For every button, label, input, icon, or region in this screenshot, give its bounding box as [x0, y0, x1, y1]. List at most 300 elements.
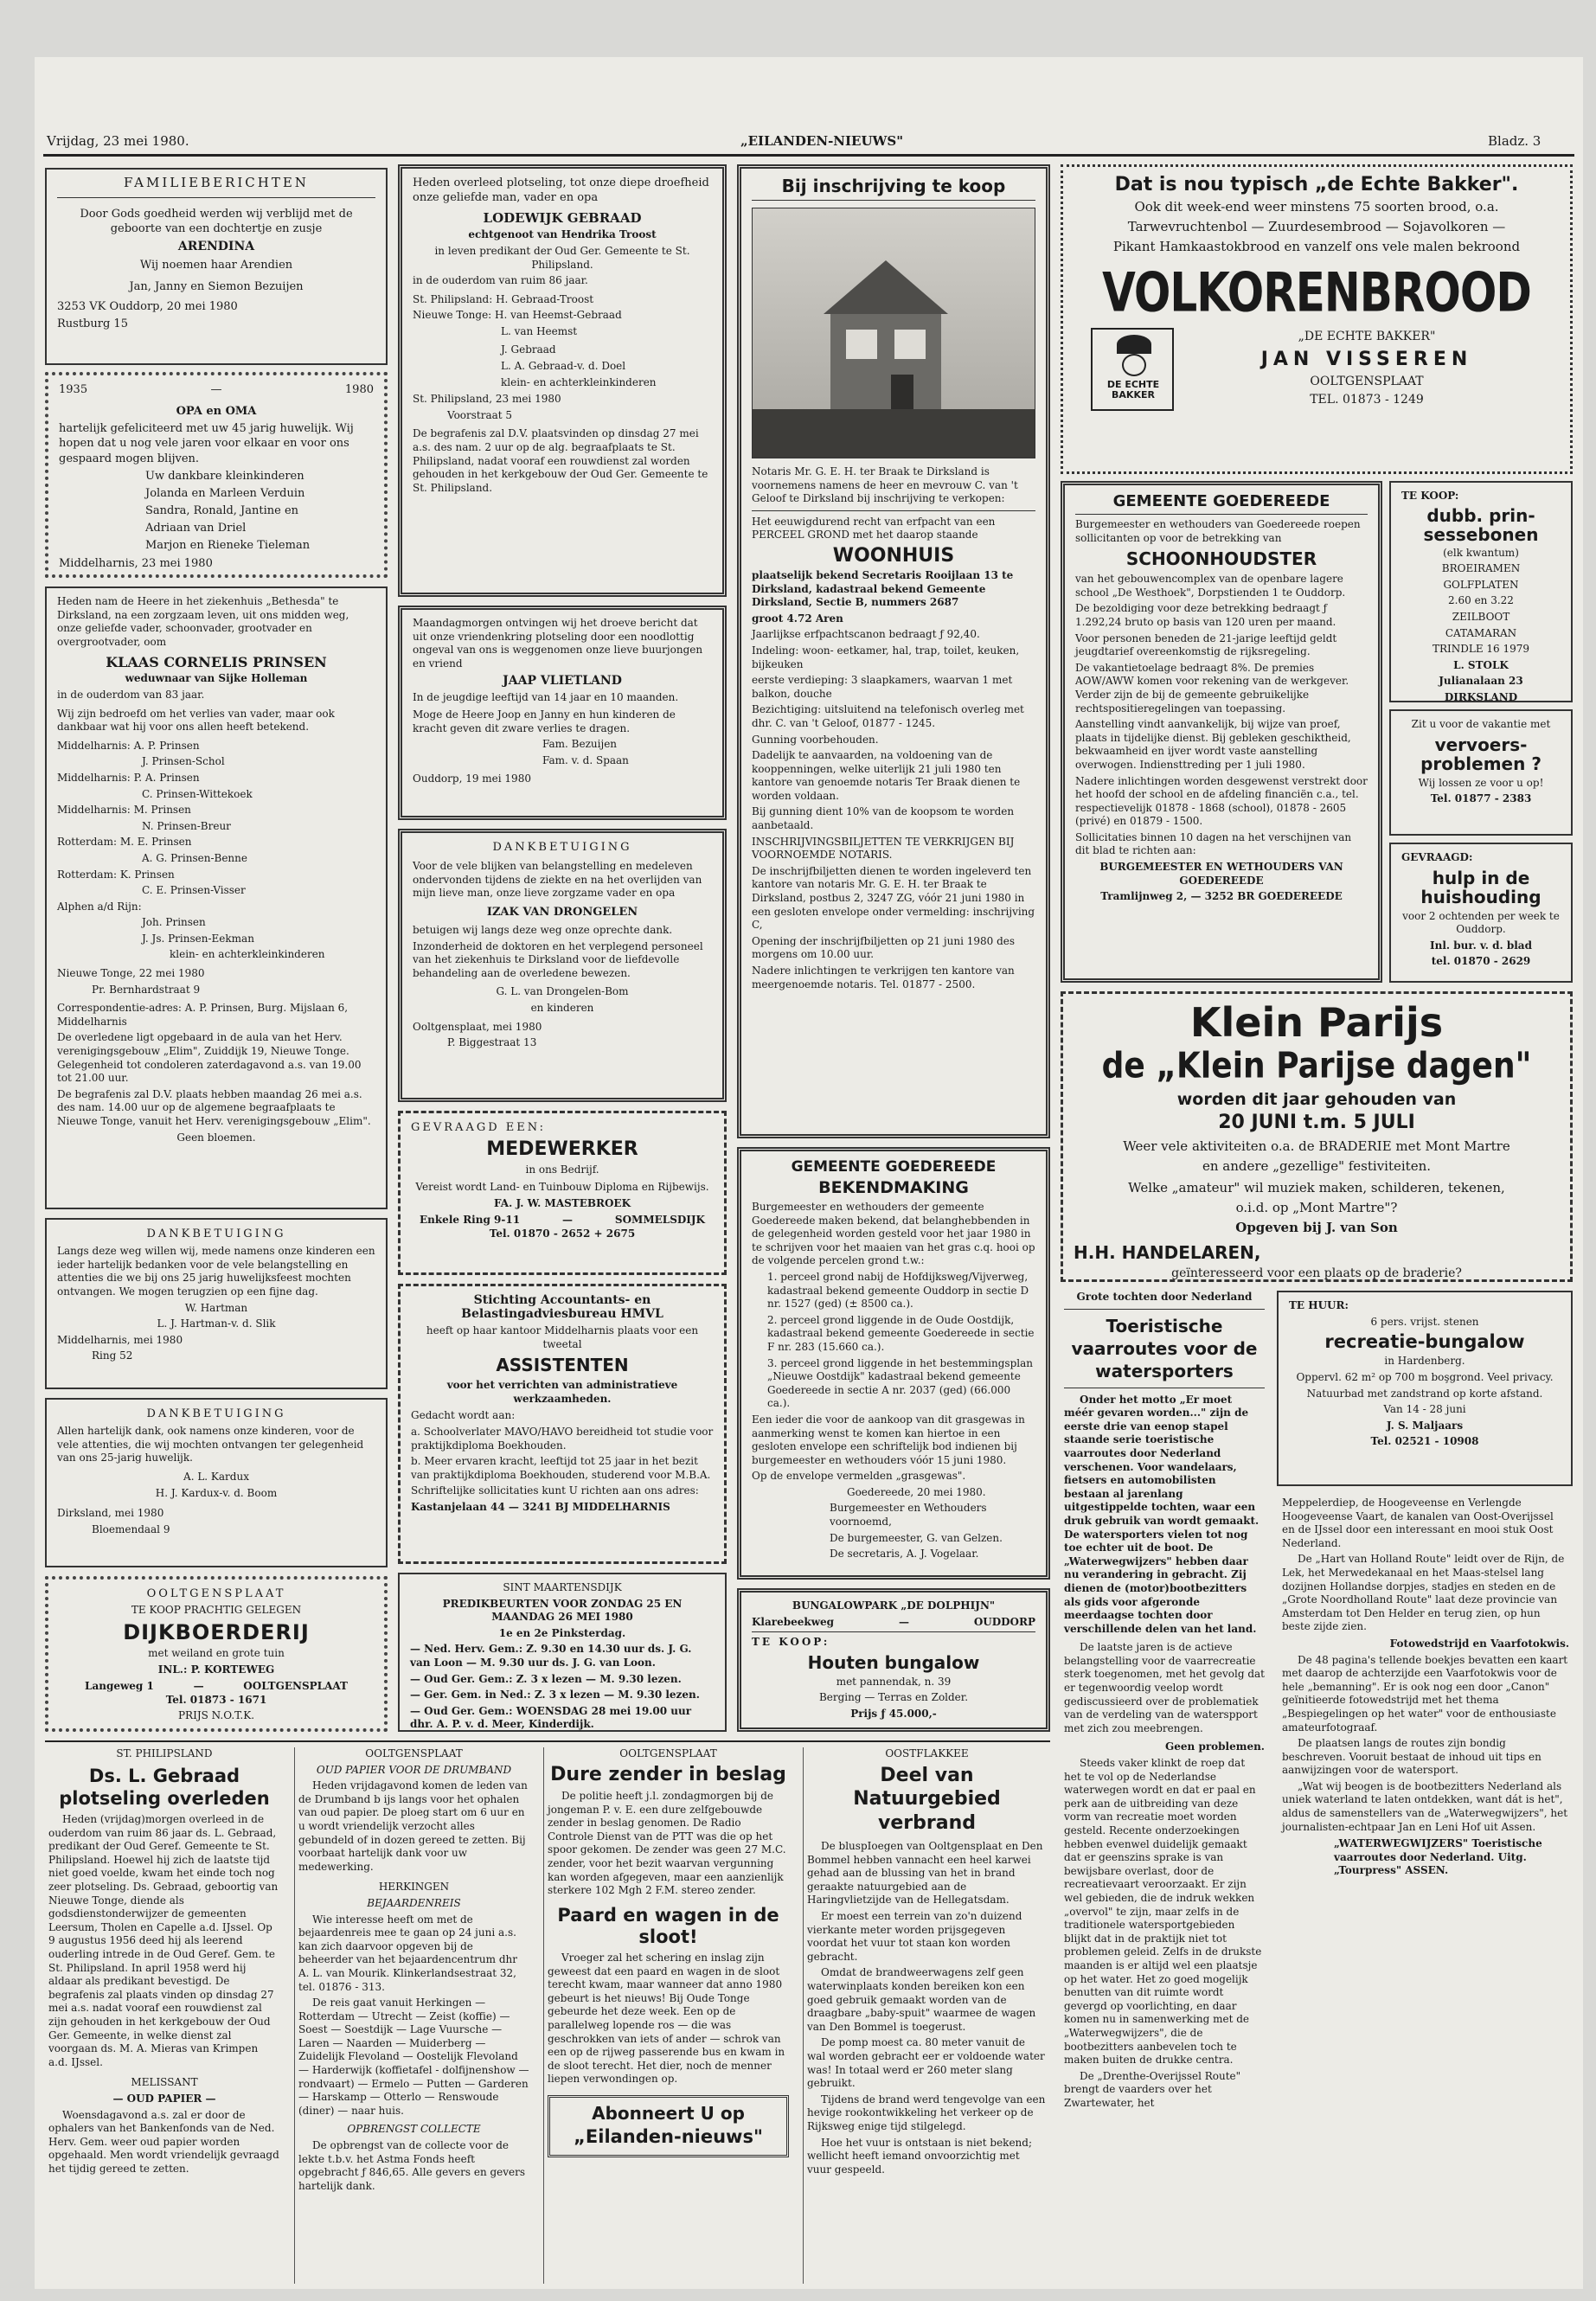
news-natuurgebied: [803, 1747, 1050, 2284]
dijkboerderij-ad: [45, 1576, 388, 1732]
ad-subheadline: de „Klein Parijse dagen": [1101, 1045, 1532, 1086]
ad-text: De vakantietoelage bedraagt 8%. De premies AOW/AWW komen voor rekening van de werkgever. Verder zijn de bij de gemeente gebruikelijke rechtspositieregelingen van toepassing.: [1075, 661, 1349, 715]
ad-text: Burgemeester en wethouders der gemeente Goedereede maken bekend, dat belanghebbenden in de gelegenheid worden gesteld voor het jaar 1980 in te schrijven voor het maaien van het gras c.q. hooi op de volgende percelen grond t.w.:: [752, 1201, 1035, 1267]
ad-kicker: TE KOOP:: [1401, 490, 1459, 502]
ad-item: GOLFPLATEN: [1443, 578, 1519, 591]
opa-oma-date: Middelharnis, 23 mei 1980: [59, 556, 213, 570]
drongelen-dankbetuiging: [398, 829, 727, 1102]
ad-town: SOMMELSDIJK: [614, 1213, 705, 1226]
article-body: De laatste jaren is de actieve belangstelling voor de vaarrecreatie sterk toegenomen, met het gevolg dat er tegenwoordig veelop wordt gediscussieerd over de problematiek van de verdeling van de waterspport met zich zou meebrengen.: [1064, 1641, 1265, 1734]
article-headline: Dure zender in beslag: [550, 1763, 786, 1785]
family-member: Rotterdam: K. Prinsen: [57, 868, 175, 881]
ad-text: Oppervl. 62 m² op 700 m boşgrond. Veel privacy.: [1296, 1370, 1554, 1383]
ad-phone: tel. 01870 - 2629: [1431, 955, 1531, 968]
ad-contact: Opgeven bij J. van Son: [1235, 1219, 1398, 1235]
article-headline: Toeristische vaarroutes voor de watersporters: [1071, 1315, 1258, 1381]
birth-text: Door Gods goedheid werden wij verblijd met de geboorte van een dochtertje en zusje: [80, 207, 353, 235]
dank-place: Dirksland, mei 1980: [57, 1507, 164, 1520]
family-member: J. Prinsen-Schol: [142, 755, 225, 768]
ad-option: a. Schoolverlater MAVO/HAVO bereidheid tot studie voor praktijkdiploma Boekhouden.: [411, 1425, 714, 1452]
ad-address: Kastanjelaan 44 — 3241 BJ MIDDELHARNIS: [411, 1500, 670, 1513]
ad-address: Tramlijnweg 2, — 3252 BR GOEDEREEDE: [1100, 890, 1343, 903]
bottom-section-rule: [45, 1740, 1050, 1742]
year-dash: —: [210, 383, 222, 396]
obituary-funeral: De begrafenis zal D.V. plaats hebben maandag 26 mei a.s. des nam. 14.00 uur op de algemene begraafplaats te Nieuwe Tonge, vanuit het Herv. verenigingsgebouw „Elim".: [57, 1087, 371, 1127]
tourism-article: [1061, 1291, 1268, 2284]
dolphijn-ad: [737, 1588, 1050, 1732]
article-headline: Paard en wagen in de sloot!: [557, 1904, 779, 1947]
ad-town: DIRKSLAND: [1444, 690, 1518, 702]
ad-dash: —: [898, 1615, 909, 1628]
ad-text: Sollicitaties binnen 10 dagen na het verschijnen van dit blad te richten aan:: [1075, 830, 1352, 857]
ad-kicker: GEVRAAGD:: [1401, 851, 1473, 863]
opa-oma-box: [45, 372, 388, 578]
church-heading: PREDIKBEURTEN VOOR ZONDAG 25 EN MAANDAG 26 MEI 1980: [442, 1597, 683, 1624]
ad-headline: vervoers-problemen ?: [1420, 734, 1542, 774]
ad-intro: Notaris Mr. G. E. H. ter Braak te Dirksland is voornemens namens de heer en mevrouw C. van 't Geloof te Dirksland bij inschrijving te verkopen:: [752, 465, 1018, 505]
ad-item: TRINDLE 16 1979: [1432, 643, 1530, 656]
ad-text: worden dit jaar gehouden van: [1176, 1089, 1457, 1109]
article-kicker: OOLTGENSPLAAT: [619, 1747, 717, 1759]
header-rule: [43, 154, 1574, 157]
ad-option: b. Meer ervaren kracht, leeftijd tot 25 jaar in het bezit van praktijkdiploma Boekhouden, studerend voor M.B.A.: [411, 1455, 711, 1481]
ad-big-word: VOLKORENBROOD: [1102, 261, 1531, 324]
notice-age: In de jeugdige leeftijd van 14 jaar en 10 maanden.: [413, 691, 679, 704]
grandchildren-line: Adriaan van Driel: [145, 522, 247, 535]
article-body: Woensdagavond a.s. zal er door de ophalers van het Bankenfonds van de Ned. Herv. Gem. weer oud papier worden opgehaald. Men wordt vriendelijk gevraagd het tijdig gereed te zetten.: [48, 2108, 279, 2175]
birth-street: Rustburg 15: [57, 317, 128, 331]
grandchildren-line: Sandra, Ronald, Jantine en: [145, 504, 299, 518]
dank-title: DANKBETUIGING: [146, 1407, 286, 1420]
ad-town: OOLTGENSPLAAT: [1310, 374, 1424, 388]
ad-town: OUDDORP: [973, 1615, 1035, 1628]
ad-company: FA. J. W. MASTEBROEK: [493, 1197, 631, 1210]
ad-intro: heeft op haar kantoor Middelharnis plaats voor een tweetal: [426, 1324, 699, 1350]
ad-street: Langeweg 1: [85, 1679, 154, 1692]
obituary-laid-out: De overledene ligt opgebaard in de aula van het Herv. verenigingsgebouw „Elim", Zuiddijk 19, Nieuwe Tonge. Gelegenheid tot condoleren zaterdagavond a.s. van 19.00 tot 21.00 uur.: [57, 1031, 362, 1085]
obituary-correspondence: Correspondentie-adres: A. P. Prinsen, Burg. Mijslaan 6, Middelharnis: [57, 1002, 349, 1028]
ad-text: voor 2 ochtenden per week te Ouddorp.: [1402, 909, 1560, 936]
ad-text: Berging — Terras en Zolder.: [818, 1691, 969, 1704]
anniversary-years: [59, 382, 374, 397]
ad-subheadline: WOONHUIS: [832, 544, 955, 567]
church-service: — Ger. Gem. in Ned.: Z. 3 x lezen — M. 9.30 lezen.: [410, 1689, 700, 1702]
ad-phone: Tel. 01870 - 2652 + 2675: [489, 1227, 636, 1240]
article-body: De „Hart van Holland Route" leidt over de Rijn, de Lek, het Merwedekanaal en het Maas-stelsel lang dozijnen Hollandse dorpjes, stadjes en steden en de „Grote Noordholland Route" laat deze provincie van Amsterdam tot Den Helder en terug zien, op hun beste zijde zien.: [1282, 1553, 1565, 1633]
ad-viewing: Bezichtiging: uitsluitend na telefonisch overleg met dhr. C. van 't Geloof, 01877 - 1245.: [752, 703, 1024, 729]
ad-owner: JAN VISSEREN: [1260, 348, 1473, 370]
dank-signature: G. L. van Drongelen-Bom: [496, 985, 629, 998]
ad-text: Dadelijk te aanvaarden, na voldoening van de kooppenningen, welke uiterlijk 21 juli 1980 ten kantore van genoemde notaris Ter Braak dienen te worden voldaan.: [752, 749, 1021, 802]
ad-kicker: TE KOOP:: [752, 1636, 830, 1649]
dank-street: P. Biggestraat 13: [447, 1036, 537, 1049]
family-member: A. G. Prinsen-Benne: [142, 851, 247, 864]
dankbetuiging-hartman: [45, 1218, 388, 1389]
church-service: — Oud Ger. Gem.: Z. 3 x lezen — M. 9.30 lezen.: [410, 1672, 682, 1685]
ad-text: 6 pers. vrijst. stenen: [1370, 1315, 1479, 1328]
family-member: J. Gebraad: [501, 343, 556, 356]
ad-kicker: TE HUUR:: [1289, 1299, 1349, 1311]
grandchildren-line: Jolanda en Marleen Verduin: [145, 486, 305, 500]
routes-article: [1279, 1497, 1573, 2284]
family-member: J. Js. Prinsen-Eekman: [142, 932, 254, 945]
family-member: C. E. Prinsen-Visser: [142, 884, 246, 897]
grandchildren-line: Marjon en Rieneke Tieleman: [145, 539, 311, 553]
article-headline: OUD PAPIER VOOR DE DRUMBAND: [316, 1763, 512, 1776]
notice-name: JAAP VLIETLAND: [503, 674, 622, 689]
obituary-function: in leven predikant der Oud Ger. Gemeente te St. Philipsland.: [434, 244, 690, 271]
ad-item: CATAMARAN: [1445, 626, 1517, 639]
dank-signature: H. J. Kardux-v. d. Boom: [155, 1486, 278, 1499]
huishouding-ad: [1389, 843, 1573, 983]
ad-text: (elk kwantum): [1443, 546, 1519, 559]
ad-text: Wij lossen ze voor u op!: [1418, 776, 1544, 789]
church-service: — Oud Ger. Gem.: WOENSDAG 28 mei 19.00 uur dhr. A. P. v. d. Meer, Kinderdijk.: [410, 1704, 692, 1731]
dank-text: Langs deze weg willen wij, mede namens onze kinderen een ieder hartelijk bedanken voor de vele belangstelling en attenties die we bij ons 25 jarig huwelijksfeest mochten ontvangen. We mogen terugzien op een fijne dag.: [57, 1245, 375, 1298]
dank-signature: en kinderen: [530, 1001, 594, 1014]
dank-text: betuigen wij langs deze weg onze oprechte dank.: [413, 923, 673, 936]
baker-hat: [1117, 335, 1151, 354]
article-kicker: OOLTGENSPLAAT: [365, 1747, 463, 1759]
article-body: De politie heeft j.l. zondagmorgen bij de jongeman P. v. E. een dure zelfgebouwde zender in beslag genomen. De Radio Controle Dienst van de PTT was die op het spoor gekomen. De zender was geen 27 M.C. zender, voor het bezit waarvan vergunning kan worden afgegeven, maar een aanzienlijk sterkere 102 Mgh 2 F.M. stereo zender.: [548, 1789, 786, 1897]
family-member: Rotterdam: M. E. Prinsen: [57, 836, 192, 849]
dank-street: Ring 52: [92, 1349, 133, 1362]
article-kicker: OOSTFLAKKEE: [885, 1747, 969, 1759]
article-body: Heden (vrijdag)morgen overleed in de ouderdom van ruim 86 jaar ds. L. Gebraad, predikant der Oud Geref. Gemeente te St. Philipsland. Hoewel hij zich de laatste tijd niet goed voelde, kwam het einde toch nog zeer plotseling. Ds. Gebraad, geboortig van Nieuwe Tonge, diende als godsdienstonderwijzer de gemeenten Leersum, Tholen en Capelle a.d. IJssel. Op 9 augustus 1956 deed hij als leerend ouderling intrede in de Oud Geref. Gem. te St. Philipsland. In april 1958 werd hij aldaar als predikant bevestigd. De begrafenis zal plaats vinden op dinsdag 27 mei a.s. nadat vooraf een rouwdienst zal zijn gehouden in het kerkgebouw der Oud Ger. Gemeente, in welke dienst zal voorgaan ds. M. A. Mieras van Krimpen a.d. IJssel.: [48, 1813, 279, 2068]
dank-text: Allen hartelijk dank, ook namens onze kinderen, voor de vele attenties, die wij mochten ontvangen ter gelegenheid van ons 25-jarig huwelijk.: [57, 1425, 364, 1465]
article-signature: „WATERWEGWIJZERS" Toeristische vaarroutes door Nederland. Uitg. „Tourpress" ASSEN.: [1334, 1837, 1542, 1877]
ad-text: Welke „amateur" wil muziek maken, schilderen, tekenen,: [1128, 1180, 1505, 1196]
article-headline: — OUD PAPIER —: [112, 2092, 216, 2105]
ad-text: Weer vele aktiviteiten o.a. de BRADERIE met Mont Martre: [1123, 1138, 1510, 1154]
ad-municipality: GEMEENTE GOEDEREEDE: [1075, 492, 1368, 515]
ad-text: Opening der inschrijfbiljetten op 21 juni 1980 des morgens om 10.00 uur.: [752, 934, 1016, 961]
article-body: Tijdens de brand werd tengevolge van een hevige rookontwikkeling het verkeer op de Rijksweg enige tijd stilgelegd.: [807, 2093, 1046, 2132]
ad-contact: J. S. Maljaars: [1386, 1419, 1464, 1432]
ad-text: met pannendak, n. 39: [836, 1675, 952, 1688]
ad-text: De inschrijfbiljetten dienen te worden ingeleverd ten kantore van notaris Mr. G. E. H. ter Braak te Dirksland, postbus 2, 3247 ZG, vóór 21 juni 1980 in een gesloten envelope onder vermelding: inschrijving C,: [752, 864, 1035, 932]
year-from: 1935: [59, 383, 88, 396]
ad-text: in Hardenberg.: [1384, 1355, 1465, 1368]
article-kicker: ST. PHILIPSLAND: [116, 1747, 213, 1759]
house-hedge: [753, 409, 1035, 458]
birth-name: ARENDINA: [177, 240, 255, 254]
notice-family: Fam. Bezuijen: [542, 738, 618, 751]
ad-requirements: Vereist wordt Land- en Tuinbouw Diploma en Rijbewijs.: [415, 1180, 709, 1193]
news-ooltgensplaat: [294, 1747, 533, 2284]
obituary-text: Wij zijn bedroefd om het verlies van vader, maar ook dankbaar wat hij voor ons allen heeft betekend.: [57, 707, 335, 734]
article-lead: Onder het motto „Er moet méér gevaren worden..." zijn de eerste drie van eenop stapel staande serie toeristische vaarroutes door Nederland verschenen. Voor wandelaars, fietsers en automobilisten bestaan al jarenlang uitgestippelde tochten, waar een druk gebruik van wordt gemaakt. De watersporters vielen tot nog toe echter uit de boot. De „Waterwegwijzers" hebben daar nu verandering in gebracht. Zij dienen de (motor)bootbezitters als gids voor afgeronde meerdaagse tochten door verschillende delen van het land.: [1064, 1393, 1259, 1635]
article-subheading: Geen problemen.: [1165, 1740, 1265, 1753]
article-body: Wie interesse heeft om met de bejaardenreis mee te gaan op 24 juni a.s. kan zich daarvoor opgeven bij de beheerder van het bejaardencentrum dhr A. L. van Mourik. Klinkerlandsestraat 32, tel. 01876 - 313.: [298, 1913, 517, 1993]
ad-subheading: in ons Bedrijf.: [525, 1163, 599, 1176]
bekendmaking-ad: [737, 1147, 1050, 1580]
ad-text: Gedacht wordt aan:: [411, 1409, 516, 1422]
ad-headline: BEKENDMAKING: [818, 1178, 969, 1197]
notice-intro: Maandagmorgen ontvingen wij het droeve bericht dat uit onze vriendenkring plotseling door een noodlottig ongeval van ons is weggenomen onze lieve buurjongen en vriend: [413, 617, 703, 670]
vlietland-notice: [398, 606, 727, 820]
article-headline: OPBRENGST COLLECTE: [347, 2123, 481, 2136]
article-body: De 48 pagina's tellende boekjes bevatten een kaart met daarop de achterzijde een Vaarfotokwis voor de hele „bemanning". Er is ook nog een door „Canon" geïnitieerde fotowedstrijd met het thema „Bespiegelingen op het water" voor de enthousiaste amateurfotograaf.: [1282, 1653, 1568, 1734]
ad-headline: recreatie-bungalow: [1324, 1331, 1525, 1353]
ad-price: Prijs ƒ 45.000,-: [850, 1707, 937, 1720]
birth-place: 3253 VK Ouddorp, 20 mei 1980: [57, 299, 238, 313]
ad-text: Tarwevruchtenbol — Zuurdesembrood — Sojavolkoren —: [1127, 218, 1506, 234]
ad-phone: TEL. 01873 - 1249: [1310, 393, 1424, 407]
ad-text: Schriftelijke sollicitaties kunt U richten aan ons adres:: [411, 1484, 699, 1497]
ad-text: van het gebouwencomplex van de openbare lagere school „De Westhoek", Dorpstienden 1 te Ouddorp.: [1075, 573, 1346, 599]
ad-item: BROEIRAMEN: [1441, 562, 1521, 575]
dank-signature: W. Hartman: [184, 1301, 248, 1314]
ad-text: Nadere inlichtingen te verkrijgen ten kantore van meergenoemde notaris. Tel. 01877 - 2500.: [752, 965, 1015, 990]
article-headline: BEJAARDENREIS: [367, 1896, 461, 1909]
ad-location: OOLTGENSPLAAT: [146, 1587, 286, 1600]
dank-text: Voor de vele blijken van belangstelling en medeleven ondervonden tijdens de ziekte en na het overlijden van mijn lieve man, onze lieve zorgzame vader en opa: [413, 860, 702, 900]
family-member: klein- en achterkleinkinderen: [170, 948, 325, 961]
subscribe-box[interactable]: [548, 2095, 789, 2157]
prinsen-obituary: [45, 586, 388, 1209]
obituary-street: Pr. Bernhardstraat 9: [92, 983, 201, 996]
ad-street: Enkele Ring 9-11: [420, 1213, 521, 1226]
ad-item: ZEILBOOT: [1452, 610, 1510, 623]
ad-headline: ASSISTENTEN: [496, 1355, 629, 1376]
obituary-street: Voorstraat 5: [447, 408, 513, 421]
year-to: 1980: [344, 383, 374, 396]
ad-subheading: TE KOOP PRACHTIG GELEGEN: [131, 1604, 302, 1617]
medewerker-ad: [398, 1111, 727, 1275]
dank-street: Bloemendaal 9: [92, 1522, 170, 1535]
opa-oma-heading: OPA en OMA: [176, 405, 257, 419]
article-body: De reis gaat vanuit Herkingen — Rotterdam — Utrecht — Zeist (koffie) — Soest — Soestdijk — Lage Vuursche — Laren — Naarden — Muiderberg — Zuidelijk Flevoland — Oostelijk Flevoland — Harderwijk (koffietafel - dolfijnenshow — rondvaart) — Ermelo — Putten — Garderen — Harskamp — Otterlo — Renswoude (diner) — naar huis.: [298, 1997, 529, 2117]
article-body: De plaatsen langs de routes zijn bondig beschreven. Vooruit bestaat de inhoud uit tips en aanwijzingen voor de watersport.: [1282, 1737, 1542, 1777]
klein-parijs-ad: [1061, 991, 1573, 1282]
header-date: Vrijdag, 23 mei 1980.: [47, 133, 189, 149]
church-service: — Ned. Herv. Gem.: Z. 9.30 en 14.30 uur ds. J. G. van Loon — M. 9.30 uur ds. J. G. van Loon.: [410, 1643, 692, 1669]
church-location: SINT MAARTENSDIJK: [503, 1581, 622, 1593]
ad-text: De bezoldiging voor deze betrekking bedraagt ƒ 1.292,24 bruto op basis van 120 uren per maand.: [1075, 602, 1336, 628]
ad-price: PRIJS N.O.T.K.: [177, 1709, 255, 1722]
ad-text: Het eeuwigdurend recht van erfpacht van een PERCEEL GROND met het daarop staande: [752, 515, 996, 542]
ad-layout: Indeling: woon- eetkamer, hal, trap, toilet, keuken, bijkeuken: [752, 644, 1020, 670]
ad-town: OOLTGENSPLAAT: [243, 1679, 348, 1692]
obituary-age: in de ouderdom van ruim 86 jaar.: [413, 274, 588, 287]
ad-description: met weiland en grote tuin: [148, 1646, 285, 1659]
obituary-widower: weduwnaar van Sijke Holleman: [125, 672, 308, 685]
gebraad-obituary: [398, 164, 727, 597]
family-member: L. van Heemst: [501, 324, 578, 337]
obituary-intro: Heden nam de Heere in het ziekenhuis „Bethesda" te Dirksland, na een zorgzaam leven, uit ons midden weg, onze geliefde vader, schoonvader, grootvader en overgrootvader, oom: [57, 595, 349, 648]
ad-parcel: 3. perceel grond liggende in het bestemmingsplan „Nieuwe Oostdijk" kadastraal bekend gemeente Goedereede in sectie A nr. 2037 (ged) (66.000 ca.).: [767, 1356, 1033, 1410]
ad-text: Natuurbad met zandstrand op korte afstand.: [1306, 1387, 1543, 1400]
newspaper-page: [35, 57, 1583, 2289]
ad-signature: Burgemeester en Wethouders voornoemd,: [830, 1502, 987, 1529]
ad-dash: —: [193, 1679, 204, 1692]
family-member: Middelharnis: M. Prinsen: [57, 804, 191, 817]
ad-item: 2.60 en 3.22: [1448, 594, 1514, 607]
ad-size: groot 4.72 Aren: [752, 612, 843, 625]
family-member: Alphen a/d Rijn:: [57, 900, 142, 913]
house-window: [894, 330, 926, 359]
article-body: Meppelerdiep, de Hoogeveense en Verlengde Hoogeveense Vaart, de kanalen van Oost-Overijssel en de IJssel door een interessant en mooi stuk Oost Nederland.: [1282, 1497, 1554, 1549]
ad-company: Stichting Accountants- en Belastingadviesbureau HMVL: [461, 1293, 663, 1321]
woonhuis-ad: [737, 164, 1050, 1138]
ad-text: Ook dit week-end weer minstens 75 soorten brood, o.a.: [1134, 199, 1499, 215]
dank-place: Ooltgensplaat, mei 1980: [413, 1020, 542, 1033]
vervoer-ad: [1389, 709, 1573, 836]
opa-oma-text: hartelijk gefeliciteerd met uw 45 jarig huwelijk. Wij hopen dat u nog vele jaren voor elkaar en voor ons gespaard mogen blijven.: [59, 422, 354, 465]
ad-text: Bij gunning dient 10% van de koopsom te worden aanbetaald.: [752, 805, 1015, 832]
family-member: St. Philipsland: H. Gebraad-Troost: [413, 292, 594, 305]
family-member: N. Prinsen-Breur: [142, 819, 231, 832]
ad-text: geïnteresseerd voor een plaats op de braderie?: [1171, 1266, 1462, 1280]
family-member: Nieuwe Tonge: H. van Heemst-Gebraad: [413, 309, 622, 322]
notice-text: Moge de Heere Joop en Janny en hun kinderen de kracht geven dit zware verlies te dragen.: [413, 708, 676, 734]
ad-contact: L. STOLK: [1453, 658, 1509, 671]
ad-traders: H.H. HANDELAREN,: [1074, 1241, 1261, 1263]
ad-headline: Bij inschrijving te koop: [752, 176, 1035, 201]
dank-title: DANKBETUIGING: [146, 1227, 286, 1240]
ad-street: Klarebeekweg: [752, 1615, 835, 1628]
subscribe-title: „Eilanden-nieuws": [574, 2126, 763, 2148]
article-body: De opbrengst van de collecte voor de lekte t.b.v. het Astma Fonds heeft opgebracht ƒ 846,65. Alle gevers en gevers hartelijk dank.: [298, 2139, 526, 2192]
church-days: 1e en 2e Pinksterdag.: [498, 1626, 626, 1639]
bakker-logo: [1091, 328, 1174, 411]
birth-parents: Jan, Janny en Siemon Bezuijen: [129, 279, 304, 293]
obituary-name: LODEWIJK GEBRAAD: [483, 210, 642, 227]
obituary-spouse: echtgenoot van Hendrika Troost: [468, 228, 657, 241]
ad-text: Gunning voorbehouden.: [752, 733, 879, 746]
ad-dates: 20 JUNI t.m. 5 JULI: [1218, 1111, 1415, 1133]
ad-text: Zit u voor de vakantie met: [1411, 718, 1551, 730]
notice-family: Fam. v. d. Spaan: [542, 753, 629, 766]
ad-phone: Tel. 01873 - 1671: [165, 1693, 267, 1706]
obituary-name: KLAAS CORNELIS PRINSEN: [106, 654, 327, 671]
article-body: De pomp moest ca. 80 meter vanuit de wal worden gebracht eer er voldoende water was! In totaal werd er 260 meter slang gebruikt.: [807, 2036, 1045, 2090]
ad-text: en andere „gezellige" festiviteiten.: [1202, 1157, 1432, 1174]
article-headline: Deel van Natuurgebied verbrand: [853, 1764, 1001, 1834]
news-zender: [543, 1747, 792, 2284]
family-member: L. A. Gebraad-v. d. Doel: [501, 360, 626, 373]
ad-text: Pikant Hamkaastokbrood en vanzelf ons vele malen bekroond: [1112, 238, 1521, 254]
ad-park: BUNGALOWPARK „DE DOLPHIJN": [792, 1599, 996, 1612]
dank-title: DANKBETUIGING: [492, 841, 632, 854]
ad-headline: Houten bungalow: [807, 1651, 980, 1673]
obituary-age: in de ouderdom van 83 jaar.: [57, 688, 205, 701]
ad-slogan: „DE ECHTE BAKKER": [1298, 330, 1436, 344]
ad-canon: Jaarlijkse erfpachtscanon bedraagt ƒ 92,40.: [752, 628, 980, 641]
ad-text: Een ieder die voor de aankoop van dit grasgewas in aanmerking wenst te komen kan hiertoe in een gesloten envelope een schriftelijk bod indienen bij burgemeester en wethouders vóór 15 juni 1980.: [752, 1413, 1025, 1466]
stolk-ad: [1389, 481, 1573, 702]
ad-phone: Tel. 01877 - 2383: [1430, 792, 1532, 805]
article-body: De bluspIoegen van Ooltgensplaat en Den Bommel hebben vannacht een heel karwei gehad aan de blussing van het in brand geraakte natuurgebied aan de Haringvlietzijde van de Hellegatsdam.: [807, 1840, 1043, 1907]
ad-dash: —: [561, 1213, 573, 1226]
ad-street: Julianalaan 23: [1439, 675, 1523, 688]
dank-text: Inzonderheid de doktoren en het verplegend personeel van het ziekenhuis te Dirksland voor de liefdevolle behandeling aan de overledene bewezen.: [413, 939, 703, 979]
house-roof: [824, 260, 948, 314]
ad-text: INSCHRIJVINGSBILJETTEN TE VERKRIJGEN BIJ VOORNOEMDE NOTARIS.: [752, 835, 1015, 862]
family-member: C. Prinsen-Wittekoek: [142, 787, 253, 800]
hardenberg-ad: [1277, 1291, 1573, 1486]
article-body: De „Drenthe-Overijssel Route" brengt de vaarders over het Zwartewater, het: [1064, 2069, 1241, 2109]
ad-text: Aanstelling vindt aanvankelijk, bij wijze van proef, plaats in tijdelijke dienst. Bij gebleken geschiktheid, bekwaamheid en ijver wordt vaste aanstelling overwogen. Indiensttreding per 1 juli 1980.: [1075, 718, 1351, 771]
ad-headline: DIJKBOERDERIJ: [123, 1619, 310, 1644]
ad-headline: SCHOONHOUDSTER: [1125, 548, 1317, 570]
ad-date: Goedereede, 20 mei 1980.: [847, 1485, 986, 1498]
article-body: Steeds vaker klinkt de roep dat het te vol op de Nederlandse waterwegen wordt en dat er paal en perk aan de uitbreiding van deze vorm van recreatie moet worden gesteld. Recente onderzoekingen hebben evenwel duidelijk gemaakt dat er geenszins sprake is van bewijsbare overlast, door de recreatievaart veroorzaakt. Er zijn wel gebieden, die de indruk wekken „overvol" te zijn, maar zelfs in de traditionele watersportgebieden blijkt dat in de praktijk niet tot problemen geleid. Zelfs in de drukste maanden is er altijd wel een plaatsje op het water. Het zo goed mogelijk benutten van dit ruimte wordt gevergd op voorlichting, en daar komen nu in samenwerking met de „Waterwegwijzers", die de bootbezitters aanbevelen toch te maken buiten de drukke centra.: [1064, 1757, 1262, 2067]
dank-signature: A. L. Kardux: [183, 1470, 249, 1483]
dankbetuiging-kardux: [45, 1398, 388, 1567]
ad-dates: Van 14 - 28 juni: [1383, 1403, 1466, 1416]
ad-headline: Dat is nou typisch „de Echte Bakker".: [1114, 174, 1519, 195]
obituary-funeral: De begrafenis zal D.V. plaatsvinden op dinsdag 27 mei a.s. des nam. 2 uur op de alg. begraafplaats te St. Philipsland, nadat vooraf een rouwdienst zal worden gehouden in het kerkgebouw der Oud Ger. Gemeente te St. Philipsland.: [413, 427, 708, 494]
ad-signature: De burgemeester, G. van Gelzen.: [830, 1531, 1003, 1544]
ad-headline: dubb. prin-sessebonen: [1423, 504, 1539, 545]
article-kicker: Grote tochten door Nederland: [1076, 1291, 1253, 1303]
article-body: Er moest een terrein van zo'n duizend vierkante meter worden prijsgegeven voordat het vuur tot staan kon worden gebracht.: [807, 1910, 1022, 1963]
article-kicker: HERKINGEN: [378, 1881, 450, 1894]
familieberichten-box: [45, 168, 388, 365]
obituary-intro: Heden overleed plotseling, tot onze diepe droefheid onze geliefde man, vader en opa: [413, 176, 709, 205]
ad-contact: INL.: P. KORTEWEG: [157, 1663, 275, 1676]
ad-parcel: 1. perceel grond nabij de Hofdijksweg/Vijverweg, kadastraal bekend gemeente Ouddorp in sectie D nr. 1527 (ged) (± 8500 ca.).: [767, 1270, 1029, 1311]
ad-headline: MEDEWERKER: [486, 1138, 638, 1161]
news-gebraad: [45, 1747, 284, 2284]
article-headline: Ds. L. Gebraad plotseling overleden: [59, 1765, 270, 1809]
article-kicker: MELISSANT: [131, 2076, 198, 2089]
logo-lettering: DE ECHTE BAKKER: [1106, 379, 1160, 401]
ad-address: [752, 1616, 1035, 1633]
ad-address: [411, 1214, 714, 1227]
bakker-ad: [1061, 164, 1573, 474]
article-body: Vroeger zal het schering en inslag zijn geweest dat een paard en wagen in de sloot terecht kwam, maar wanneer dat anno 1980 gebeurt is het nieuws! Bij Oude Tonge gebeurde het deze week. Een op de parallelweg lopende ros — die was geschrokken van iets of ander — schrok van een op de rijweg passerende bus en kwam in de sloot terecht. Het dier, noch de menner liepen verwondingen op.: [548, 1952, 785, 2086]
header-page-number: Bladz. 3: [1488, 133, 1542, 149]
family-member: Middelharnis: A. P. Prinsen: [57, 739, 200, 752]
house-window: [846, 330, 877, 359]
obituary-no-flowers: Geen bloemen.: [176, 1131, 256, 1144]
schoonhoudster-ad: [1061, 481, 1382, 983]
ad-contact: Inl. bur. v. d. blad: [1430, 939, 1532, 952]
ad-cadastral: plaatselijk bekend Secretaris Rooijlaan 13 te Dirksland, kadastraal bekend Gemeente Dirksland, Sectie B, nummers 2687: [752, 568, 1014, 609]
subscribe-text: Abonneert U op: [592, 2103, 745, 2125]
predikbeurten-box: [398, 1573, 727, 1732]
article-body: Heden vrijdagavond komen de leden van de Drumband b ijs langs voor het ophalen van oud papier. De ploeg start om 6 uur en u wordt vriendelijk verzocht alles gebundeld of in dozen gereed te zetten. Bij voorbaat hartelijk dank voor uw medewerking.: [298, 1779, 528, 1873]
obituary-place: St. Philipsland, 23 mei 1980: [413, 393, 561, 406]
ad-headline: hulp in de huishouding: [1420, 867, 1542, 907]
dank-place: Middelharnis, mei 1980: [57, 1333, 183, 1346]
ad-intro: Burgemeester en wethouders van Goedereede roepen sollicitanten op voor de betrekking van: [1075, 518, 1361, 544]
obituary-place: Nieuwe Tonge, 22 mei 1980: [57, 967, 205, 980]
header-masthead: „EILANDEN-NIEUWS": [740, 133, 904, 149]
article-body: Hoe het vuur is ontstaan is niet bekend; wellicht heeft iemand onvoorzichtig met vuur gespeeld.: [807, 2136, 1033, 2176]
familieberichten-title: FAMILIEBERICHTEN: [124, 175, 309, 190]
grandchildren-line: Uw dankbare kleinkinderen: [145, 469, 304, 483]
family-member: Middelharnis: P. A. Prinsen: [57, 771, 200, 784]
ad-address: [59, 1680, 374, 1694]
ad-subheading: voor het verrichten van administratieve werkzaamheden.: [446, 1379, 678, 1405]
ad-layout: eerste verdieping: 3 slaapkamers, waarvan 1 met balkon, douche: [752, 674, 1013, 700]
dank-name: IZAK VAN DRONGELEN: [486, 905, 638, 919]
ad-phone: Tel. 02521 - 10908: [1370, 1435, 1479, 1448]
ad-text: Nadere inlichtingen worden desgewenst verstrekt door het hoofd der school en de afdeling financiën c.a., tel. respectievelijk 01878 - 1868 (school), 01878 - 2605 (privé) en 01879 - 1500.: [1075, 774, 1368, 828]
birth-nickname: Wij noemen haar Arendien: [139, 258, 293, 272]
ad-municipality: GEMEENTE GOEDEREEDE: [791, 1158, 997, 1176]
family-member: klein- en achterkleinkinderen: [501, 375, 657, 388]
baker-face: [1122, 354, 1146, 376]
family-member: Joh. Prinsen: [142, 916, 206, 929]
notice-date: Ouddorp, 19 mei 1980: [413, 772, 531, 785]
ad-text: Op de envelope vermelden „grasgewas".: [752, 1470, 966, 1483]
dank-signature: L. J. Hartman-v. d. Slik: [157, 1317, 276, 1330]
